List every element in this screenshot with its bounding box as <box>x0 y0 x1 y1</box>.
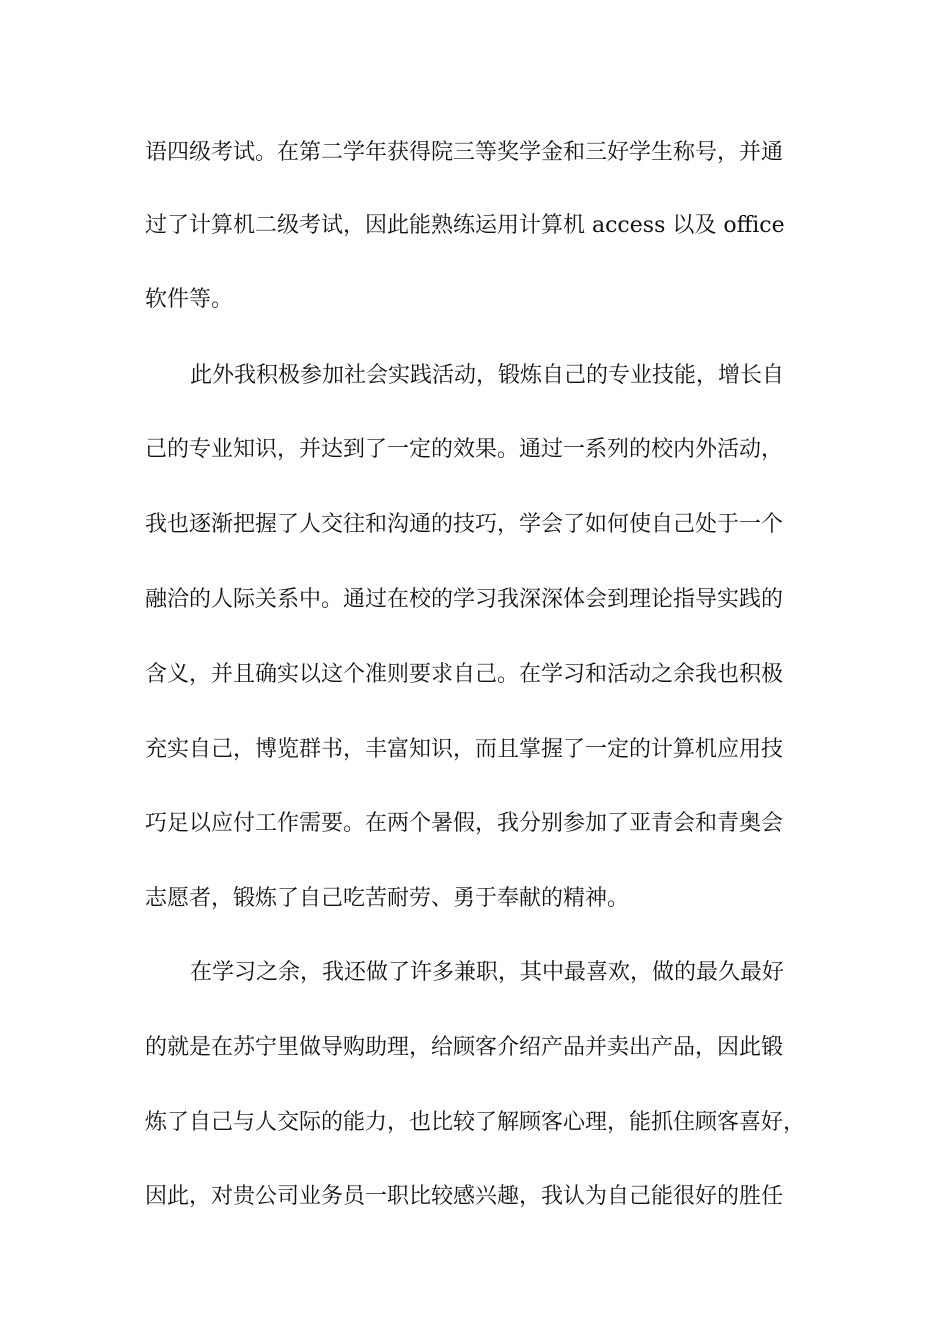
paragraph-start-line: 在学习之余，我还做了许多兼职，其中最喜欢，做的最久最好 <box>190 960 785 985</box>
text-line: 软件等。 <box>145 287 234 312</box>
text-line: 巧足以应付工作需要。在两个暑假，我分别参加了亚青会和青奥会 <box>145 811 784 836</box>
text-line: 融洽的人际关系中。通过在校的学习我深深体会到理论指导实践的 <box>145 587 784 612</box>
text-line: 的就是在苏宁里做导购助理，给顾客介绍产品并卖出产品，因此锻 <box>145 1035 784 1060</box>
text-line: 含义，并且确实以这个准则要求自己。在学习和活动之余我也积极 <box>145 662 784 687</box>
paragraph-start-line: 此外我积极参加社会实践活动，锻炼自己的专业技能，增长自 <box>190 363 785 388</box>
text-line: 我也逐渐把握了人交往和沟通的技巧，学会了如何使自己处于一个 <box>145 512 784 537</box>
text-line: 己的专业知识，并达到了一定的效果。通过一系列的校内外活动， <box>145 437 784 462</box>
text-line: 过了计算机二级考试，因此能熟练运用计算机 access 以及 office <box>145 213 785 238</box>
text-line: 因此，对贵公司业务员一职比较感兴趣，我认为自己能很好的胜任 <box>145 1184 784 1209</box>
text-line: 炼了自己与人交际的能力，也比较了解顾客心理，能抓住顾客喜好， <box>145 1110 806 1135</box>
text-line: 志愿者，锻炼了自己吃苦耐劳、勇于奉献的精神。 <box>145 886 630 911</box>
text-line: 语四级考试。在第二学年获得院三等奖学金和三好学生称号，并通 <box>145 140 784 165</box>
text-line: 充实自己，博览群书，丰富知识，而且掌握了一定的计算机应用技 <box>145 737 784 762</box>
